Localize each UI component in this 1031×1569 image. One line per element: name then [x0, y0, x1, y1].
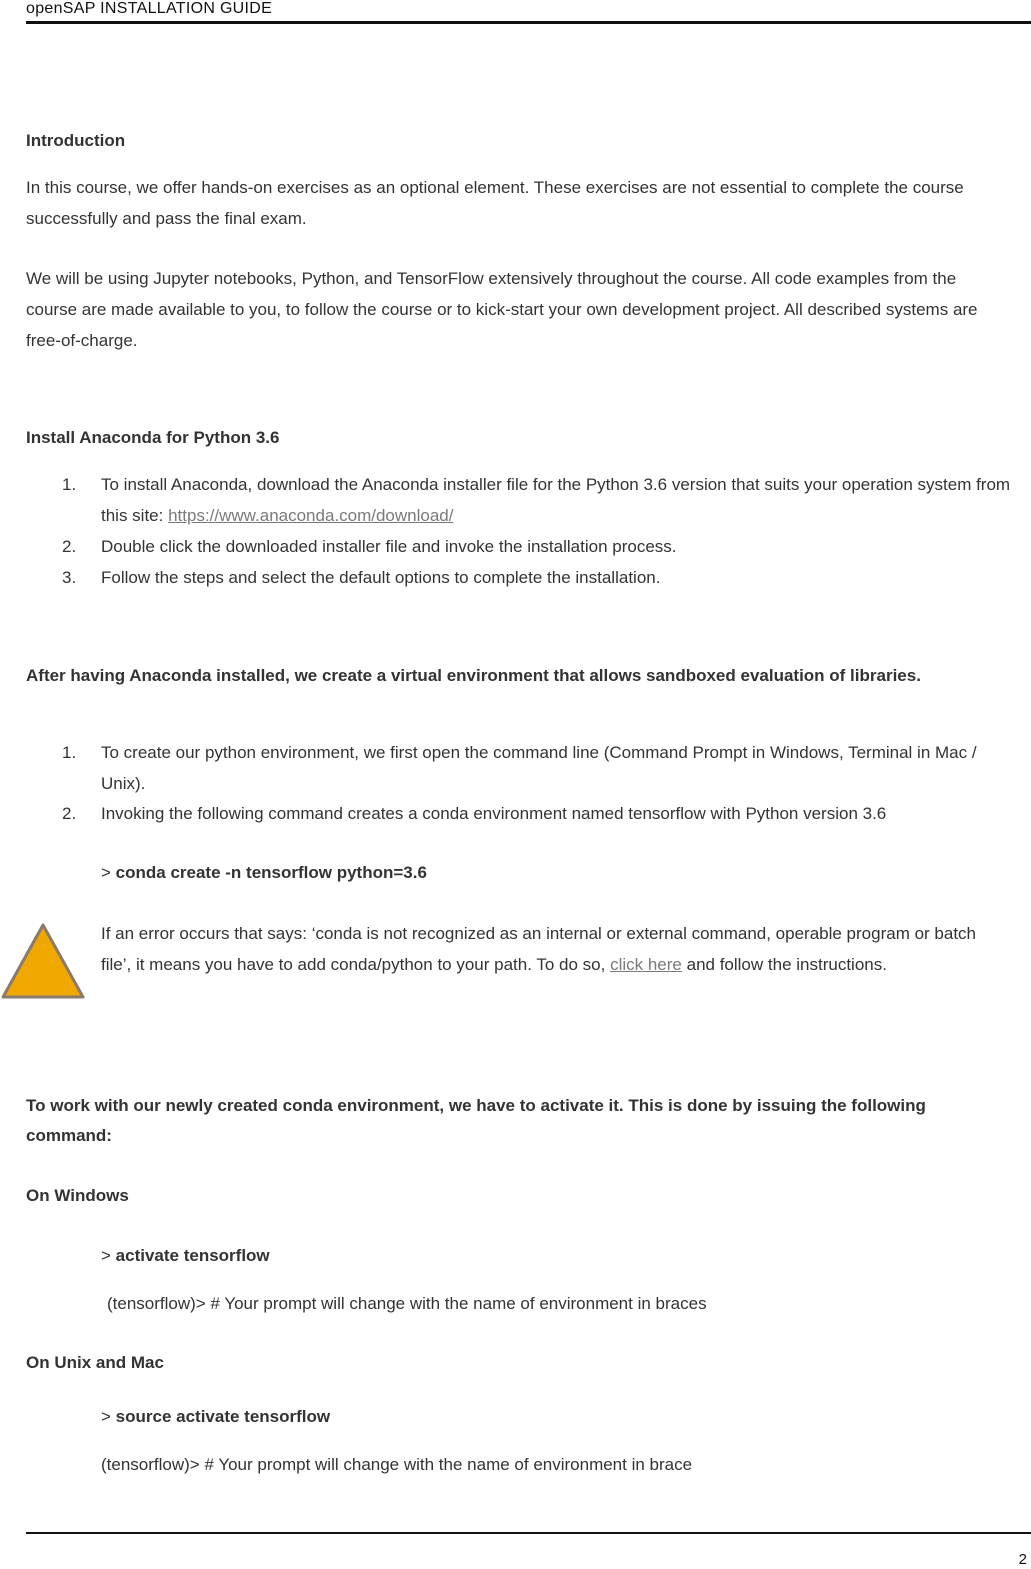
intro-paragraph-1: In this course, we offer hands-on exercises as an optional element. These exercises are not essential to complete the course successfully and pass the final exam. — [26, 178, 964, 228]
install-step-1 — [62, 469, 1022, 531]
add-to-path-link[interactable]: click here — [610, 955, 682, 974]
list-number: 3. — [62, 568, 77, 587]
list-text: To install Anaconda, download the Anaconda installer file for the Python 3.6 version that suits your operation system from this site: https://www.anaconda.com/download/ — [101, 475, 1011, 525]
install-step-3 — [62, 562, 1022, 593]
list-text: Follow the steps and select the default options to complete the installation. — [101, 568, 661, 587]
list-number: 2. — [62, 804, 77, 823]
unix-activate-command — [101, 1402, 330, 1432]
document-header-title: openSAP INSTALLATION GUIDE — [26, 0, 273, 17]
install-step-2 — [62, 531, 1022, 562]
intro-heading: Introduction — [26, 131, 126, 150]
warning-icon — [0, 921, 86, 1001]
footer-divider — [26, 1532, 1031, 1534]
windows-activate-command — [101, 1241, 270, 1271]
list-text: Double click the downloaded installer file and invoke the installation process. — [101, 537, 677, 556]
command-text: activate tensorflow — [115, 1246, 270, 1265]
anaconda-download-link[interactable]: https://www.anaconda.com/download/ — [168, 506, 454, 525]
header-divider — [26, 21, 1031, 24]
windows-prompt-output: (tensorflow)> # Your prompt will change with the name of environment in braces — [107, 1294, 707, 1313]
unix-prompt-output: (tensorflow)> # Your prompt will change with the name of environment in brace — [101, 1455, 693, 1474]
command-text: conda create -n tensorflow python=3.6 — [115, 863, 427, 882]
command-text: source activate tensorflow — [115, 1407, 331, 1426]
conda-create-command — [101, 858, 427, 888]
activate-heading: To work with our newly created conda environment, we have to activate it. This is done by issuing the following command: — [26, 1096, 926, 1145]
venv-heading: After having Anaconda installed, we create a virtual environment that allows sandboxed evaluation of libraries. — [26, 666, 921, 685]
command-prompt-symbol: > — [101, 1407, 111, 1426]
list-number: 1. — [62, 475, 77, 494]
unix-heading: On Unix and Mac — [26, 1353, 164, 1372]
venv-step-1 — [62, 737, 1022, 799]
command-prompt-symbol: > — [101, 1246, 111, 1265]
page-number: 2 — [1018, 1551, 1027, 1568]
command-prompt-symbol: > — [101, 863, 111, 882]
list-text: To create our python environment, we first open the command line (Command Prompt in Windows, Terminal in Mac / Unix). — [101, 743, 977, 793]
install-heading: Install Anaconda for Python 3.6 — [26, 428, 280, 447]
list-number: 2. — [62, 537, 77, 556]
list-number: 1. — [62, 743, 77, 762]
venv-step-2 — [62, 798, 1022, 829]
windows-heading: On Windows — [26, 1186, 129, 1205]
warning-note: If an error occurs that says: ‘conda is not recognized as an internal or external command, operable program or batch file’, it means you have to add conda/python to your path. To do so, click here and follow the instructions. — [101, 924, 977, 974]
intro-paragraph-2: We will be using Jupyter notebooks, Python, and TensorFlow extensively throughout the course. All code examples from the course are made available to you, to follow the course or to kick-start your own development project. All described systems are free-of-charge. — [26, 269, 978, 350]
list-text: Invoking the following command creates a conda environment named tensorflow with Python version 3.6 — [101, 804, 887, 823]
